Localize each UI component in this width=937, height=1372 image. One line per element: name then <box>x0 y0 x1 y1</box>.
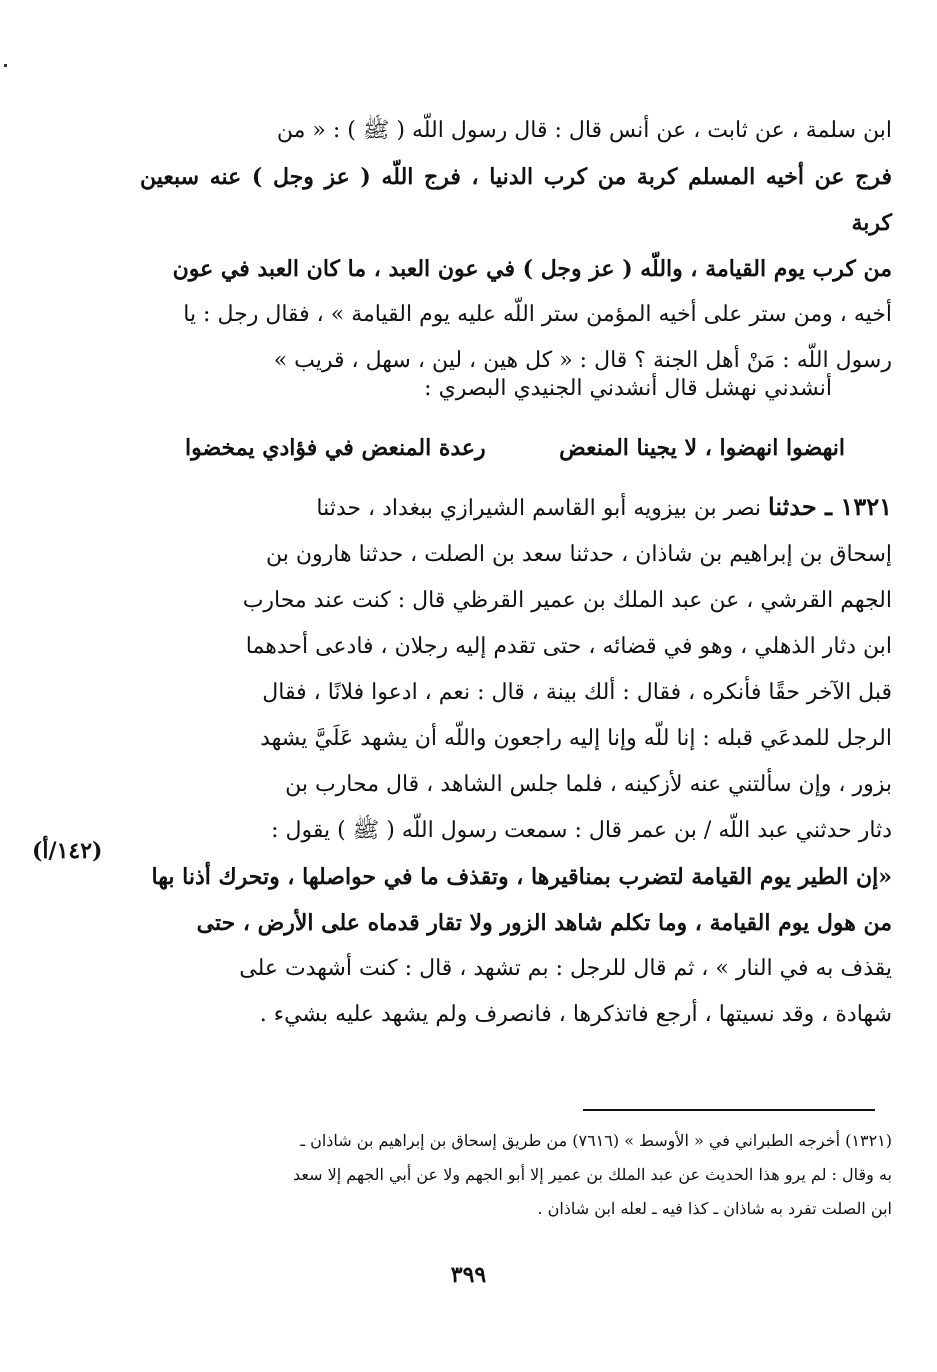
text-line: دثار حدثني عبد اللّه / بن عمر قال : سمعت رسول اللّه ( ﷺ ) يقول : <box>271 818 892 843</box>
text-line: أخيه ، ومن ستر على أخيه المؤمن ستر اللّه عليه يوم القيامة » ، فقال رجل : يا <box>183 302 892 327</box>
main-text-block-1 <box>140 108 892 384</box>
text-line: بزور ، وإن سألتني عنه لأزكينه ، فلما جلس الشاهد ، قال محارب بن <box>285 772 892 797</box>
footnote-divider <box>583 1109 875 1111</box>
text-line: قبل الآخر حقًا فأنكره ، فقال : ألك بينة ، قال : نعم ، ادعوا فلانًا ، فقال <box>262 680 892 705</box>
main-text-block-2 <box>140 484 892 1038</box>
footnote-line: ابن الصلت تفرد به شاذان ـ كذا فيه ـ لعله ابن شاذان . <box>537 1199 892 1218</box>
text-line: «إن الطير يوم القيامة لتضرب بمناقيرها ، وتقذف ما في حواصلها ، وتحرك أذنا بها <box>151 864 892 890</box>
text-line: فرج عن أخيه المسلم كربة من كرب الدنيا ، فرج اللّه ( عز وجل ) عنه سبعين كربة <box>140 164 892 236</box>
text-line: إسحاق بن إبراهيم بن شاذان ، حدثنا سعد بن الصلت ، حدثنا هارون بن <box>266 542 892 567</box>
page-number: ٣٩٩ <box>450 1262 487 1288</box>
scan-speck <box>4 64 7 67</box>
footnote-line: به وقال : لم يرو هذا الحديث عن عبد الملك بن عمير إلا أبو الجهم ولا عن أبي الجهم إلا سعد <box>293 1165 892 1184</box>
text-line: من كرب يوم القيامة ، واللّه ( عز وجل ) في عون العبد ، ما كان العبد في عون <box>172 256 892 282</box>
text-line: ابن دثار الذهلي ، وهو في قضائه ، حتى تقدم إليه رجلان ، فادعى أحدهما <box>245 634 892 659</box>
poem-hemistich-second: رعدة المنعض في فؤادي يمخضوا <box>185 435 486 461</box>
text-line: نصر بن بيزويه أبو القاسم الشيرازي ببغداد ، حدثنا <box>316 496 762 521</box>
poem-introduction: أنشدني نهشل قال أنشدني الجنيدي البصري : <box>424 376 832 401</box>
text-line: الجهم القرشي ، عن عبد الملك بن عمير القرظي قال : كنت عند محارب <box>242 588 892 613</box>
text-line: ابن سلمة ، عن ثابت ، عن أنس قال : قال رسول اللّه ( ﷺ ) : « من <box>276 118 892 143</box>
hadith-opening-line <box>140 484 892 532</box>
poem-hemistich-first: انهضوا انهضوا ، لا يجينا المنعض <box>559 435 845 461</box>
footnote-line: (١٣٢١) أخرجه الطبراني في « الأوسط » (٧٦١٦) من طريق إسحاق بن إبراهيم بن شاذان ـ <box>300 1131 892 1150</box>
poem-verse <box>185 425 845 471</box>
text-line: الرجل للمدعَي قبله : إنا للّه وإنا إليه راجعون واللّه أن يشهد عَلَيَّ يشهد <box>260 726 892 751</box>
text-line: رسول اللّه : مَنْ أهل الجنة ؟ قال : « كل هين ، لين ، سهل ، قريب » <box>273 348 892 373</box>
manuscript-folio-reference: (١٤٢/أ) <box>32 838 103 864</box>
text-line: من هول يوم القيامة ، وما تكلم شاهد الزور ولا تقار قدماه على الأرض ، حتى <box>196 910 892 936</box>
footnotes <box>160 1124 892 1226</box>
text-line: يقذف به في النار » ، ثم قال للرجل : بم تشهد ، قال : كنت أشهدت على <box>239 956 892 981</box>
hadith-number: ١٣٢١ ـ حدثنا <box>768 492 892 521</box>
text-line: شهادة ، وقد نسيتها ، أرجع فاتذكرها ، فانصرف ولم يشهد عليه بشيء . <box>259 1002 892 1027</box>
